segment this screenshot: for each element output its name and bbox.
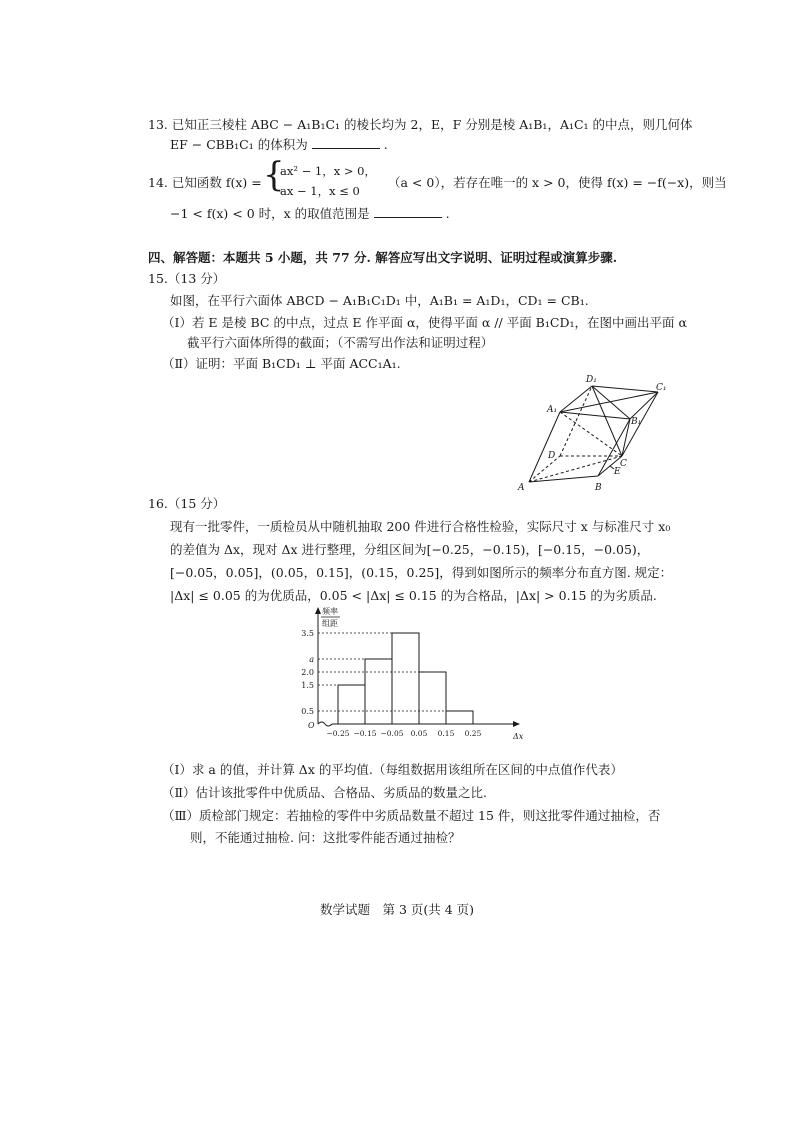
q16-line2: 的差值为 Δx，现对 Δx 进行整理，分组区间为[−0.25，−0.15)，[−0.15，−0.05)， <box>170 542 650 557</box>
edge-A1C1 <box>560 392 658 412</box>
q14-line2-text: −1 < f(x) < 0 时，x 的取值范围是 <box>170 206 370 221</box>
label-A: A <box>518 483 525 493</box>
label-B: B <box>595 483 602 493</box>
label-D1: D₁ <box>586 375 597 385</box>
q14-line2-end: . <box>445 206 450 221</box>
x-tick-label: 0.25 <box>464 729 482 738</box>
edge-AA1 <box>529 412 560 482</box>
label-C1: C₁ <box>656 383 667 393</box>
q14-prefix: 14. 已知函数 f(x) = <box>148 175 262 190</box>
edge-AD <box>529 456 560 482</box>
histogram-bar <box>446 711 473 724</box>
y-tick-label: 1.5 <box>301 681 314 690</box>
label-E: E <box>614 467 621 477</box>
q14-case1: ax² − 1，x > 0， <box>280 164 376 178</box>
x-axis-arrow <box>513 721 520 727</box>
parallelepiped-figure <box>510 372 670 494</box>
q15-part2: （Ⅱ）证明：平面 B₁CD₁ ⊥ 平面 ACC₁A₁. <box>162 356 401 371</box>
q16-part2: （Ⅱ）估计该批零件中优质品、合格品、劣质品的数量之比. <box>162 785 487 800</box>
edge-DD1 <box>560 386 592 456</box>
edge-C1D1 <box>592 386 658 392</box>
x-tick-label: −0.15 <box>353 729 377 738</box>
histogram-bar <box>338 685 365 724</box>
q16-line4: |Δx| ≤ 0.05 的为优质品，0.05 < |Δx| ≤ 0.15 的为合格品，|Δx| > 0.15 的为劣质品. <box>170 588 657 603</box>
q15-part1-line1: （Ⅰ）若 E 是棱 BC 的中点，过点 E 作平面 α，使得平面 α // 平面 B₁CD₁，在图中画出平面 α <box>162 315 687 330</box>
edge-CB1 <box>622 419 630 456</box>
edge-A1B1 <box>560 412 630 419</box>
y-tick-label: a <box>309 655 314 664</box>
q14-case2: ax − 1，x ≤ 0 <box>280 184 360 198</box>
q15-intro: 如图，在平行六面体 ABCD − A₁B₁C₁D₁ 中，A₁B₁ = A₁D₁，CD₁ = CB₁. <box>170 293 589 308</box>
histogram-bar <box>365 659 392 724</box>
q14-line2 <box>170 205 450 223</box>
x-axis-label: Δx <box>513 732 524 741</box>
x-tick-label: 0.15 <box>437 729 455 738</box>
y-axis-arrow <box>315 607 321 614</box>
section4-heading: 四、解答题：本题共 5 小题，共 77 分. 解答应写出文字说明、证明过程或演算步骤. <box>148 250 618 265</box>
q13-line1: 13. 已知正三棱柱 ABC − A₁B₁C₁ 的棱长均为 2，E，F 分别是棱 A₁B₁，A₁C₁ 的中点，则几何体 <box>148 117 693 132</box>
edge-AB <box>529 476 598 482</box>
q16-header: 16.（15 分） <box>148 496 226 511</box>
x-axis-break <box>318 722 332 726</box>
edge-B1D1 <box>592 386 630 419</box>
y-tick-label: 0.5 <box>301 707 314 716</box>
histogram-bar <box>419 672 446 724</box>
x-tick-label: −0.05 <box>380 729 404 738</box>
q16-part3-line1: （Ⅲ）质检部门规定：若抽检的零件中劣质品数量不超过 15 件，则这批零件通过抽检，否 <box>162 808 661 823</box>
y-label-top: 频率 <box>322 607 338 616</box>
x-tick-label: −0.25 <box>326 729 350 738</box>
x-tick-label: 0.05 <box>410 729 428 738</box>
q15-header: 15.（13 分） <box>148 271 226 286</box>
q13-line2-text: EF − CBB₁C₁ 的体积为 <box>170 137 308 152</box>
label-C: C <box>620 459 627 469</box>
y-tick-label: 2.0 <box>301 668 314 677</box>
origin-label: O <box>308 721 315 730</box>
q13-line2 <box>170 136 388 154</box>
q13-answer-blank <box>312 136 380 149</box>
q16-line3: [−0.05，0.05]，(0.05，0.15]，(0.15，0.25]，得到如图所示的频率分布直方图. 规定： <box>170 565 673 580</box>
label-D: D <box>548 451 556 461</box>
y-tick-label: 3.5 <box>301 629 314 638</box>
q16-part3-line2: 则，不能通过抽检. 问：这批零件能否通过抽检？ <box>190 830 461 845</box>
q15-part1-line2: 截平行六面体所得的截面；（不需写出作法和证明过程） <box>187 335 494 350</box>
q14-brace: { <box>263 155 285 195</box>
y-label-bottom: 组距 <box>322 619 338 628</box>
q13-line2-end: . <box>383 137 388 152</box>
q14-suffix: （a < 0），若存在唯一的 x > 0，使得 f(x) = −f(−x)，则当 <box>388 175 727 190</box>
q16-part1: （Ⅰ）求 a 的值，并计算 Δx 的平均值.（每组数据用该组所在区间的中点值作代表） <box>162 762 623 777</box>
histogram-bar <box>392 633 419 724</box>
q16-line1: 现有一批零件，一质检员从中随机抽取 200 件进行合格性检验，实际尺寸 x 与标准尺寸 x₀ <box>170 519 671 534</box>
label-B1: B₁ <box>631 417 642 427</box>
q14-answer-blank <box>374 205 442 218</box>
frequency-histogram <box>280 604 540 754</box>
label-A1: A₁ <box>547 405 558 415</box>
page-footer: 数学试题 第 3 页(共 4 页) <box>319 902 475 917</box>
edge-D1A1 <box>560 386 592 412</box>
edge-B1C1 <box>630 392 658 419</box>
